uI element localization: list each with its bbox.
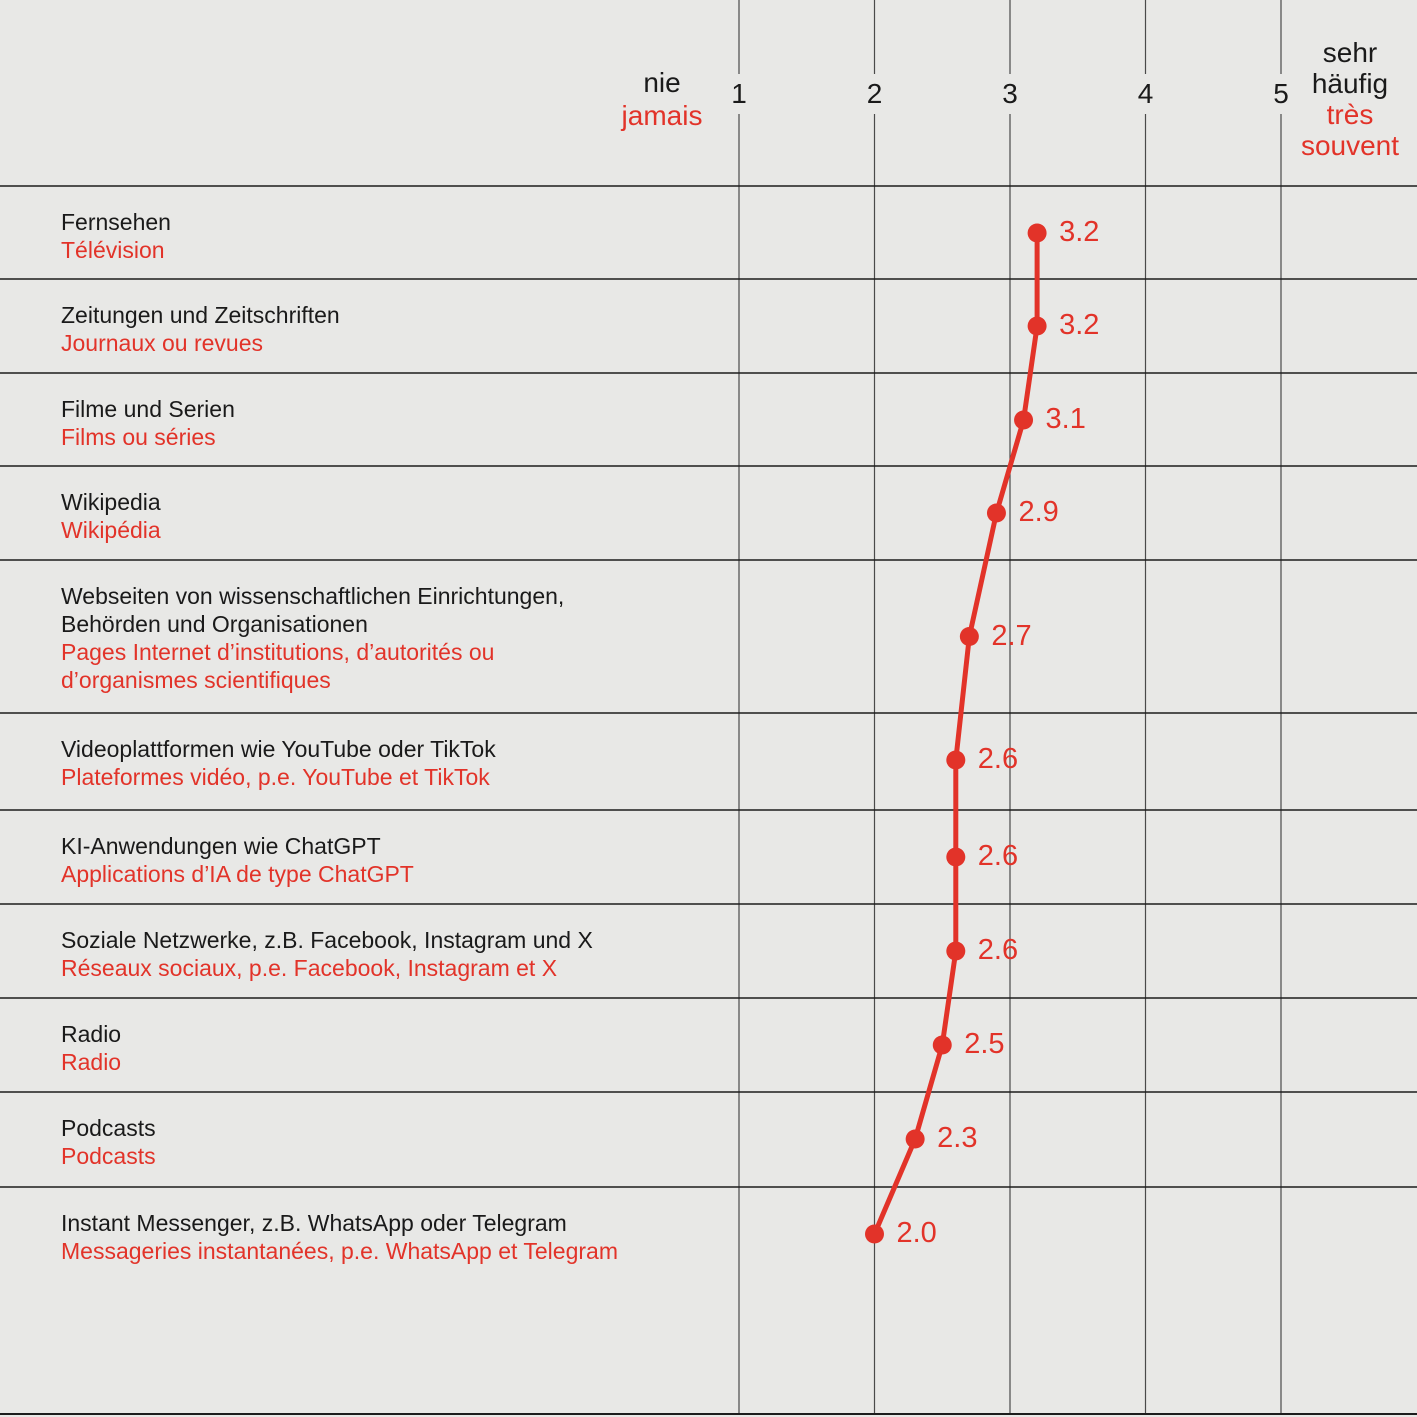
axis-tick-label: 1 <box>725 74 753 114</box>
category-row <box>0 279 724 357</box>
category-label-de: Soziale Netzwerke, z.B. Facebook, Instagram und X <box>61 927 593 953</box>
category-label-de: Behörden und Organisationen <box>61 611 368 637</box>
category-label-de: Filme und Serien <box>61 396 235 422</box>
data-point <box>960 627 979 646</box>
category-label-fr: Radio <box>61 1049 122 1075</box>
category-label-fr: Télévision <box>61 237 165 263</box>
trend-line <box>875 233 1038 1234</box>
category-row <box>0 998 724 1076</box>
data-point <box>1028 224 1047 243</box>
value-label: 2.5 <box>964 1027 1005 1060</box>
data-point <box>946 751 965 770</box>
category-label-fr: Messageries instantanées, p.e. WhatsApp et Telegram <box>61 1238 618 1264</box>
category-row <box>0 1187 724 1265</box>
category-label-de: Zeitungen und Zeitschriften <box>61 302 340 328</box>
category-label-de: Fernsehen <box>61 209 171 235</box>
category-row <box>0 1092 724 1170</box>
axis-tick-label: 2 <box>861 74 889 114</box>
category-label-de: KI-Anwendungen wie ChatGPT <box>61 833 381 859</box>
data-point <box>933 1036 952 1055</box>
category-row <box>0 373 724 451</box>
axis-tick-label: 4 <box>1132 74 1160 114</box>
category-label-de: Videoplattformen wie YouTube oder TikTok <box>61 736 496 762</box>
data-point <box>906 1130 925 1149</box>
value-label: 3.2 <box>1059 308 1100 341</box>
axis-min-label-fr: jamais <box>621 100 703 131</box>
data-point <box>1028 317 1047 336</box>
category-label-fr: d’organismes scientifiques <box>61 667 331 693</box>
value-label: 3.1 <box>1045 402 1086 435</box>
category-label-de: Webseiten von wissenschaftlichen Einrichtungen, <box>61 583 565 609</box>
category-label-fr: Journaux ou revues <box>61 330 264 356</box>
category-label-fr: Plateformes vidéo, p.e. YouTube et TikTok <box>61 764 490 790</box>
axis-max-label-fr: très souvent <box>1300 99 1400 161</box>
category-row <box>0 904 724 982</box>
category-label-de: Podcasts <box>61 1115 156 1141</box>
value-label: 2.7 <box>991 619 1032 652</box>
axis-min-label-de: nie <box>643 67 681 98</box>
value-label: 2.6 <box>977 933 1019 966</box>
data-point <box>987 504 1006 523</box>
value-label: 2.9 <box>1018 495 1059 528</box>
value-label: 3.2 <box>1059 215 1100 248</box>
value-label: 2.6 <box>977 742 1019 775</box>
category-row <box>0 466 724 544</box>
category-label-de: Instant Messenger, z.B. WhatsApp oder Telegram <box>61 1210 567 1236</box>
axis-tick-label: 3 <box>996 74 1024 114</box>
category-label-fr: Réseaux sociaux, p.e. Facebook, Instagram et X <box>61 955 558 981</box>
category-label-fr: Podcasts <box>61 1143 156 1169</box>
value-label: 2.0 <box>896 1216 937 1249</box>
category-row <box>0 560 724 694</box>
data-point <box>1014 411 1033 430</box>
axis-max-label <box>1284 37 1416 161</box>
category-label-de: Radio <box>61 1021 122 1047</box>
category-label-fr: Films ou séries <box>61 424 216 450</box>
category-label-fr: Pages Internet d’institutions, d’autorités ou <box>61 639 495 665</box>
category-label-fr: Applications d’IA de type ChatGPT <box>61 861 414 887</box>
category-row <box>0 810 724 888</box>
category-label-de: Wikipedia <box>61 489 161 515</box>
value-label: 2.6 <box>977 839 1019 872</box>
category-row <box>0 186 724 264</box>
value-label: 2.3 <box>937 1121 978 1154</box>
category-row <box>0 713 724 791</box>
data-point <box>946 942 965 961</box>
axis-tick-label: 5 <box>1267 74 1295 114</box>
axis-max-label-de: sehr häufig <box>1311 37 1389 99</box>
data-point <box>946 848 965 867</box>
category-label-fr: Wikipédia <box>61 517 161 543</box>
data-point <box>865 1225 884 1244</box>
